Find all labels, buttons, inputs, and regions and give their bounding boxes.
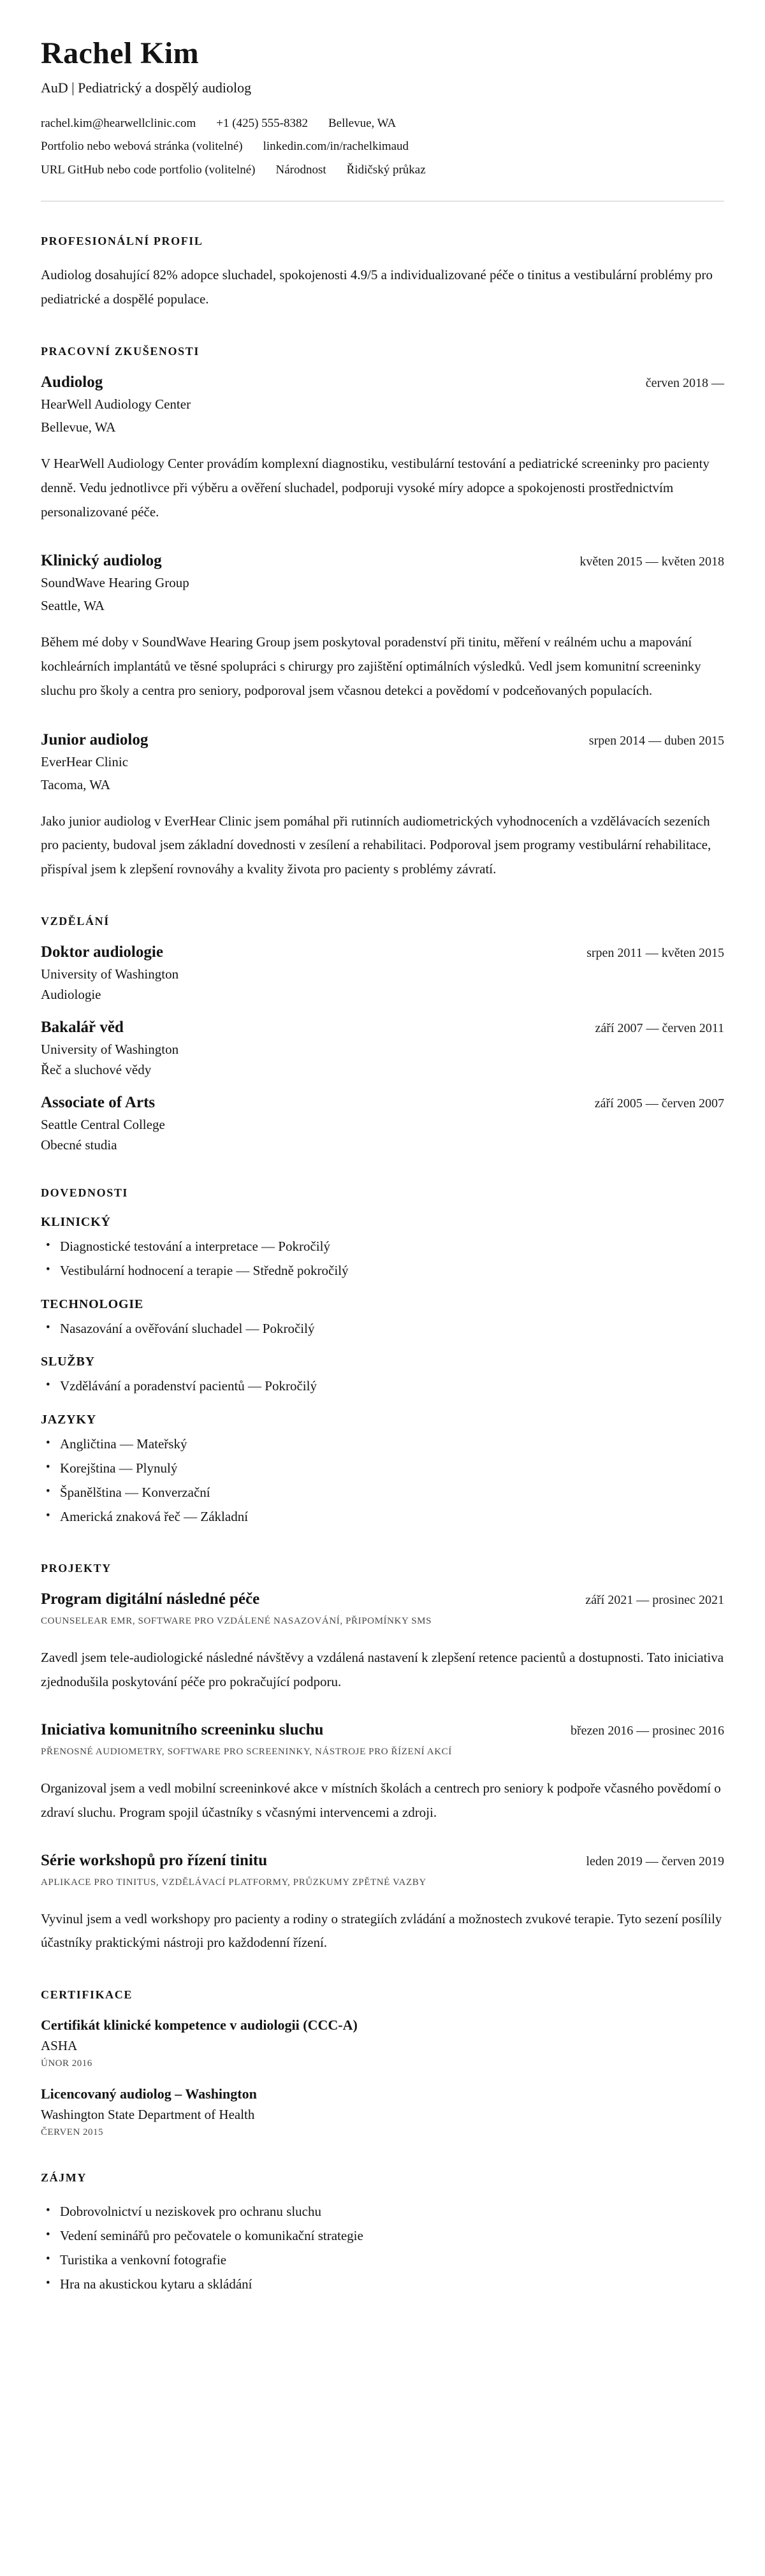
section-profile bbox=[41, 235, 724, 312]
contact-nationality: Národnost bbox=[275, 163, 326, 177]
education-field: Obecné studia bbox=[41, 1137, 117, 1153]
contact-linkedin: linkedin.com/in/rachelkimaud bbox=[263, 140, 409, 154]
contact-driving-license: Řidičský průkaz bbox=[346, 163, 426, 177]
skill-item: • Vzdělávání a poradenství pacientů — Pokročilý bbox=[41, 1374, 724, 1399]
contact-row-2 bbox=[41, 137, 724, 156]
skill-group-services bbox=[41, 1355, 724, 1399]
contact-email: rachel.kim@hearwellclinic.com bbox=[41, 117, 196, 130]
language-list bbox=[41, 1432, 724, 1529]
job-location: Tacoma, WA bbox=[41, 776, 110, 792]
project-entry bbox=[41, 1852, 724, 1956]
project-title-row bbox=[41, 1852, 724, 1870]
project-title: Program digitální následné péče bbox=[41, 1590, 260, 1608]
section-interests bbox=[41, 2171, 724, 2296]
project-dates: září 2021 — prosinec 2021 bbox=[585, 1593, 724, 1608]
education-title-row bbox=[41, 1094, 724, 1112]
project-entry bbox=[41, 1590, 724, 1694]
skill-group-label: KLINICKÝ bbox=[41, 1215, 111, 1230]
experience-heading: PRACOVNÍ ZKUŠENOSTI bbox=[41, 344, 200, 358]
job-location: Seattle, WA bbox=[41, 598, 105, 614]
education-school: University of Washington bbox=[41, 1042, 179, 1058]
skill-item: • Vestibulární hodnocení a terapie — Středně pokročilý bbox=[41, 1259, 724, 1283]
job-entry bbox=[41, 552, 724, 702]
project-title-row bbox=[41, 1590, 724, 1608]
skills-heading: DOVEDNOSTI bbox=[41, 1186, 129, 1200]
contact-row-1 bbox=[41, 114, 724, 133]
education-dates: září 2007 — červen 2011 bbox=[595, 1021, 724, 1036]
skill-list bbox=[41, 1235, 724, 1283]
project-dates: leden 2019 — červen 2019 bbox=[586, 1854, 724, 1868]
job-entry bbox=[41, 731, 724, 882]
education-degree: Doktor audiologie bbox=[41, 943, 163, 961]
job-company: SoundWave Hearing Group bbox=[41, 575, 189, 591]
job-description: V HearWell Audiology Center provádím komplexní diagnostiku, vestibulární testování a pediatrické screeninky pro pacienty denně. Vedu jednotlivce při výběru a ověření sluchadel, podporuji vysoké míry adopce a spokojenosti prostřednictvím personalizované péče. bbox=[41, 455, 710, 520]
section-projects bbox=[41, 1562, 724, 1955]
resume-header bbox=[41, 36, 724, 201]
skill-group-label: JAZYKY bbox=[41, 1413, 97, 1427]
skill-list bbox=[41, 1317, 724, 1341]
education-dates: srpen 2011 — květen 2015 bbox=[586, 946, 724, 961]
skill-list bbox=[41, 1374, 724, 1399]
project-dates: březen 2016 — prosinec 2016 bbox=[570, 1724, 724, 1738]
education-field: Audiologie bbox=[41, 987, 101, 1003]
language-item: • Angličtina — Mateřský bbox=[41, 1432, 724, 1457]
job-title-row bbox=[41, 731, 724, 749]
certification-org: Washington State Department of Health bbox=[41, 2107, 255, 2123]
skill-item: • Diagnostické testování a interpretace — Pokročilý bbox=[41, 1235, 724, 1259]
job-description: Během mé doby v SoundWave Hearing Group jsem poskytoval poradenství při tinitu, měření v reálném uchu a mapování kochleárních implantátů ve těsné spolupráci s chirurgy pro zajištění optimálních výsledků. Vedl jsem komunitní screeninky sluchu pro školy a centra pro seniory, podporoval jsem včasnou detekci a povědomí v podceňovaných populacích. bbox=[41, 634, 701, 698]
candidate-name: Rachel Kim bbox=[41, 36, 199, 70]
certification-date: ÚNOR 2016 bbox=[41, 2058, 92, 2069]
interest-list bbox=[41, 2200, 724, 2296]
candidate-title: AuD | Pediatrický a dospělý audiolog bbox=[41, 80, 252, 96]
job-title-row bbox=[41, 374, 724, 391]
job-dates: květen 2015 — květen 2018 bbox=[579, 555, 724, 569]
job-company: EverHear Clinic bbox=[41, 753, 129, 769]
education-degree: Associate of Arts bbox=[41, 1094, 156, 1112]
project-entry bbox=[41, 1721, 724, 1825]
education-title-row bbox=[41, 1019, 724, 1037]
project-title: Série workshopů pro řízení tinitu bbox=[41, 1851, 268, 1869]
education-dates: září 2005 — červen 2007 bbox=[594, 1096, 724, 1111]
education-school: University of Washington bbox=[41, 966, 179, 982]
project-description: Vyvinul jsem a vedl workshopy pro pacienty a rodiny o strategiích zvládání a možnostech zvukové terapie. Tyto sezení posílily účastníky praktickými nástroji pro každodenní řízení. bbox=[41, 1910, 722, 1951]
skill-group-label: SLUŽBY bbox=[41, 1355, 95, 1369]
job-title: Junior audiolog bbox=[41, 731, 149, 748]
certifications-heading: CERTIFIKACE bbox=[41, 1988, 133, 2002]
education-entry bbox=[41, 1019, 724, 1078]
certification-org: ASHA bbox=[41, 2038, 78, 2054]
certification-title: Certifikát klinické kompetence v audiologii (CCC-A) bbox=[41, 2017, 358, 2034]
job-entry bbox=[41, 374, 724, 524]
skill-group-technology bbox=[41, 1297, 724, 1341]
section-experience bbox=[41, 345, 724, 882]
skill-group-label: TECHNOLOGIE bbox=[41, 1297, 144, 1311]
project-description: Zavedl jsem tele-audiologické následné návštěvy a vzdálená nastavení k zlepšení retence pacientů a dostupnosti. Tato iniciativa zjednodušila poskytování péče pro pokračující podporu. bbox=[41, 1650, 724, 1690]
interest-item: • Dobrovolnictví u neziskovek pro ochranu sluchu bbox=[41, 2200, 724, 2224]
education-title-row bbox=[41, 943, 724, 961]
project-tools: PŘENOSNÉ AUDIOMETRY, SOFTWARE PRO SCREENINKY, NÁSTROJE PRO ŘÍZENÍ AKCÍ bbox=[41, 1747, 452, 1757]
certification-entry bbox=[41, 2086, 724, 2138]
section-certifications bbox=[41, 1988, 724, 2138]
education-school: Seattle Central College bbox=[41, 1117, 165, 1133]
education-field: Řeč a sluchové vědy bbox=[41, 1062, 152, 1078]
job-company: HearWell Audiology Center bbox=[41, 396, 191, 412]
language-item: • Korejština — Plynulý bbox=[41, 1457, 724, 1481]
contact-location: Bellevue, WA bbox=[328, 117, 397, 130]
certification-date: ČERVEN 2015 bbox=[41, 2127, 104, 2138]
language-item: • Americká znaková řeč — Základní bbox=[41, 1505, 724, 1529]
certification-entry bbox=[41, 2017, 724, 2069]
education-entry bbox=[41, 943, 724, 1003]
job-title-row bbox=[41, 552, 724, 570]
section-education bbox=[41, 915, 724, 1153]
interests-heading: ZÁJMY bbox=[41, 2171, 87, 2185]
skill-item: • Nasazování a ověřování sluchadel — Pokročilý bbox=[41, 1317, 724, 1341]
job-dates: srpen 2014 — duben 2015 bbox=[588, 733, 724, 748]
job-title: Audiolog bbox=[41, 373, 103, 391]
interest-item: • Hra na akustickou kytaru a skládání bbox=[41, 2273, 724, 2297]
interest-item: • Vedení seminářů pro pečovatele o komunikační strategie bbox=[41, 2224, 724, 2248]
education-heading: VZDĚLÁNÍ bbox=[41, 915, 110, 928]
profile-heading: PROFESIONÁLNÍ PROFIL bbox=[41, 235, 203, 248]
job-description: Jako junior audiolog v EverHear Clinic jsem pomáhal při rutinních audiometrických vyhodnoceních a vzdělávacích sezeních pro pacienty, budoval jsem základní dovednosti v zesílení a rehabilitaci. Podporoval jsem programy vestibulární rehabilitace, přispíval jsem k zlepšení rovnováhy a kvality života pro pacienty s problémy závratí. bbox=[41, 813, 711, 877]
project-tools: APLIKACE PRO TINITUS, VZDĚLÁVACÍ PLATFORMY, PRŮZKUMY ZPĚTNÉ VAZBY bbox=[41, 1877, 426, 1888]
education-entry bbox=[41, 1094, 724, 1153]
job-dates: červen 2018 — bbox=[645, 375, 724, 390]
project-title: Iniciativa komunitního screeninku sluchu bbox=[41, 1721, 324, 1739]
education-degree: Bakalář věd bbox=[41, 1019, 124, 1037]
skill-group-clinical bbox=[41, 1215, 724, 1283]
project-tools: COUNSELEAR EMR, SOFTWARE PRO VZDÁLENÉ NASAZOVÁNÍ, PŘIPOMÍNKY SMS bbox=[41, 1616, 432, 1627]
language-item: • Španělština — Konverzační bbox=[41, 1481, 724, 1505]
skill-group-languages bbox=[41, 1413, 724, 1529]
contact-phone: +1 (425) 555-8382 bbox=[216, 117, 308, 130]
projects-heading: PROJEKTY bbox=[41, 1562, 112, 1575]
contact-github: URL GitHub nebo code portfolio (volitelné) bbox=[41, 163, 256, 177]
profile-text: Audiolog dosahující 82% adopce sluchadel, spokojenosti 4.9/5 a individualizované péče o tinitus a vestibulární problémy pro pediatrické a dospělé populace. bbox=[41, 267, 713, 307]
section-skills bbox=[41, 1186, 724, 1529]
job-title: Klinický audiolog bbox=[41, 552, 162, 570]
certification-title: Licencovaný audiolog – Washington bbox=[41, 2086, 257, 2102]
project-description: Organizoval jsem a vedl mobilní screeninkové akce v místních školách a centrech pro seniory k podpoře včasného povědomí o zdraví sluchu. Program spojil účastníky s včasnými intervencemi a zdroji. bbox=[41, 1780, 721, 1820]
interest-item: • Turistika a venkovní fotografie bbox=[41, 2248, 724, 2273]
job-location: Bellevue, WA bbox=[41, 419, 116, 435]
contact-row-3 bbox=[41, 161, 724, 179]
project-title-row bbox=[41, 1721, 724, 1739]
contact-portfolio: Portfolio nebo webová stránka (volitelné) bbox=[41, 140, 243, 154]
